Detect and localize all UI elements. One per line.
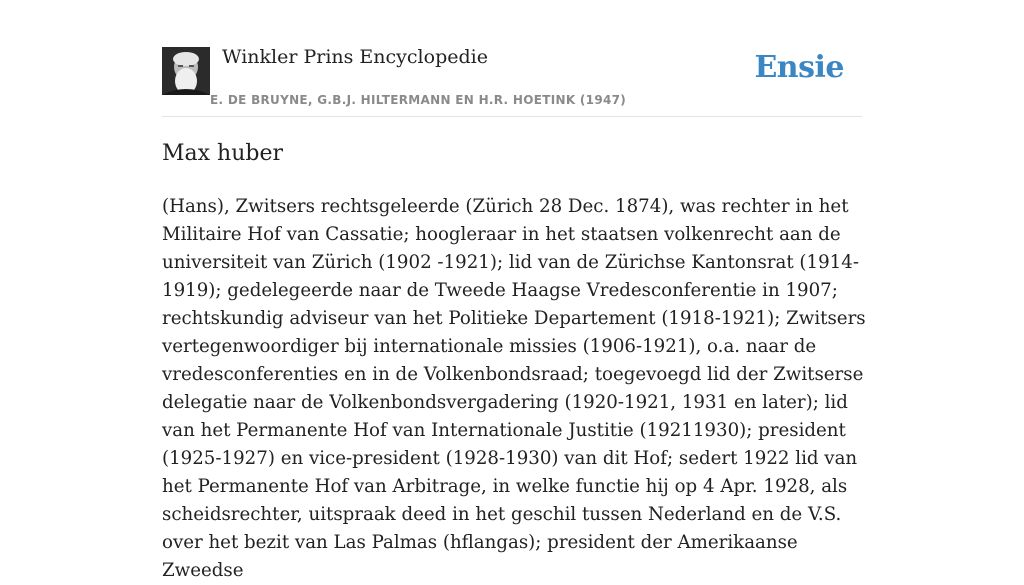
publication-authors: E. DE BRUYNE, G.B.J. HILTERMANN EN H.R. HOETINK (1947): [210, 93, 627, 107]
brand-logo[interactable]: Ensie: [754, 50, 844, 85]
author-avatar[interactable]: [162, 47, 210, 95]
portrait-image: [162, 47, 210, 95]
entry-title: Max huber: [162, 141, 283, 166]
entry-body: (Hans), Zwitsers rechtsgeleerde (Zürich 28 Dec. 1874), was rechter in het Militaire Hof van Cassatie; hoogleraar in het staatsen volkenrecht aan de universiteit van Zürich (1902 -1921); lid van de Zürichse Kantonsrat (1914-1919); gedelegeerde naar de Tweede Haagse Vredesconferentie in 1907; rechtskundig adviseur van het Politieke Departement (1918-1921); Zwitsers vertegenwoordiger bij internationale missies (1906-1921), o.a. naar de vredesconferenties en in de Volkenbondsraad; toegevoegd lid der Zwitserse delegatie naar de Volkenbondsvergadering (1920-1921, 1931 en later); lid van het Permanente Hof van Internationale Justitie (19211930); president (1925-1927) en vice-president (1928-1930) van dit Hof; sedert 1922 lid van het Permanente Hof van Arbitrage, in welke functie hij op 4 Apr. 1928, als scheidsrechter, uitspraak deed in het geschil tussen Nederland en de V.S. over het bezit van Las Palmas (hflangas); president der Amerikaanse Zweedse: [162, 196, 866, 581]
publication-title[interactable]: Winkler Prins Encyclopedie: [222, 46, 488, 68]
publication-header: [162, 44, 862, 117]
